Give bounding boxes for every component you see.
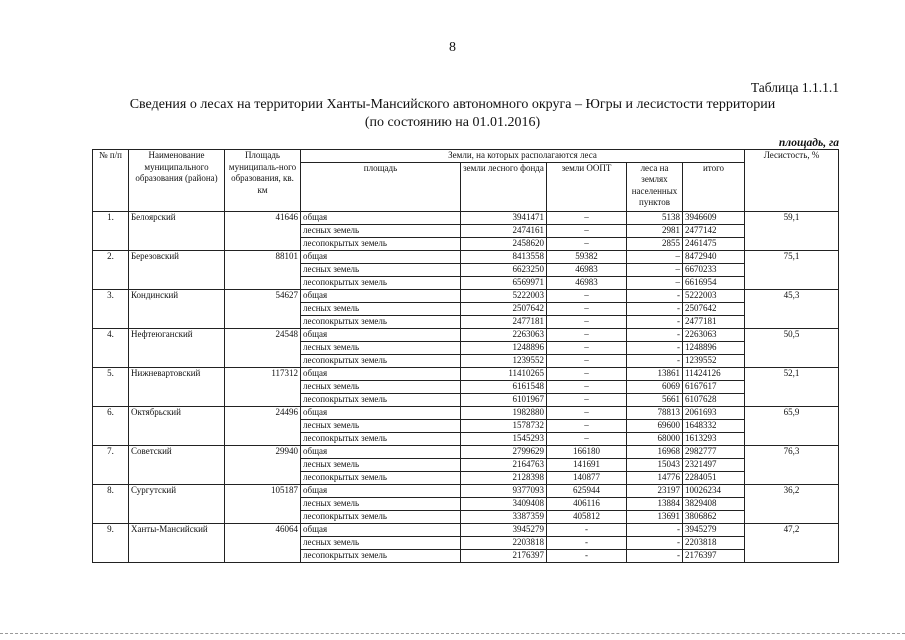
forest-fund-value: 2474161	[461, 224, 547, 237]
forest-fund-value: 1239552	[461, 354, 547, 367]
header-name: Наименование муниципального образования (района)	[129, 150, 225, 212]
oopt-value: –	[547, 380, 627, 393]
forest-fund-value: 1545293	[461, 432, 547, 445]
land-kind: лесных земель	[301, 419, 461, 432]
forest-table	[92, 149, 839, 563]
land-kind: общая	[301, 250, 461, 263]
total-value: 2982777	[683, 445, 745, 458]
total-value: 2263063	[683, 328, 745, 341]
land-kind: общая	[301, 211, 461, 224]
district-area: 41646	[225, 211, 301, 250]
settlement-forest-value: -	[627, 523, 683, 536]
land-kind: общая	[301, 328, 461, 341]
forest-cover-value: 45,3	[745, 289, 839, 328]
table-header	[93, 150, 839, 212]
land-kind: общая	[301, 445, 461, 458]
header-group: Земли, на которых располагаются леса	[301, 150, 745, 163]
table-label: Таблица 1.1.1.1	[750, 80, 839, 95]
settlement-forest-value: -	[627, 536, 683, 549]
oopt-value: –	[547, 224, 627, 237]
land-kind: лесных земель	[301, 302, 461, 315]
header-kind: площадь	[301, 162, 461, 211]
row-number: 5.	[93, 367, 129, 406]
district-area: 54627	[225, 289, 301, 328]
table-body	[93, 211, 839, 562]
table-row	[93, 367, 839, 380]
district-area: 24548	[225, 328, 301, 367]
land-kind: лесопокрытых земель	[301, 510, 461, 523]
row-number: 1.	[93, 211, 129, 250]
forest-fund-value: 2128398	[461, 471, 547, 484]
total-value: 2461475	[683, 237, 745, 250]
settlement-forest-value: -	[627, 289, 683, 302]
forest-fund-value: 2458620	[461, 237, 547, 250]
document-title	[30, 96, 875, 132]
title-line-2: (по состоянию на 01.01.2016)	[364, 115, 541, 130]
row-number: 6.	[93, 406, 129, 445]
total-value: 2477181	[683, 315, 745, 328]
total-value: 8472940	[683, 250, 745, 263]
total-value: 1613293	[683, 432, 745, 445]
forest-fund-value: 9377093	[461, 484, 547, 497]
district-name: Нижневартовский	[129, 367, 225, 406]
total-value: 11424126	[683, 367, 745, 380]
table-row	[93, 328, 839, 341]
settlement-forest-value: 2855	[627, 237, 683, 250]
district-name: Октябрьский	[129, 406, 225, 445]
oopt-value: –	[547, 328, 627, 341]
forest-fund-value: 5222003	[461, 289, 547, 302]
row-number: 4.	[93, 328, 129, 367]
land-kind: лесопокрытых земель	[301, 354, 461, 367]
forest-fund-value: 2176397	[461, 549, 547, 562]
total-value: 3945279	[683, 523, 745, 536]
table-row	[93, 445, 839, 458]
oopt-value: –	[547, 341, 627, 354]
header-total: итого	[683, 162, 745, 211]
land-kind: общая	[301, 406, 461, 419]
total-value: 2477142	[683, 224, 745, 237]
oopt-value: 46983	[547, 276, 627, 289]
row-number: 8.	[93, 484, 129, 523]
unit-label: площадь, га	[778, 137, 839, 149]
total-value: 10026234	[683, 484, 745, 497]
forest-fund-value: 3941471	[461, 211, 547, 224]
land-kind: лесопокрытых земель	[301, 237, 461, 250]
page-number: 8	[449, 40, 456, 55]
land-kind: лесных земель	[301, 263, 461, 276]
district-area: 117312	[225, 367, 301, 406]
forest-fund-value: 2263063	[461, 328, 547, 341]
forest-cover-value: 65,9	[745, 406, 839, 445]
oopt-value: –	[547, 289, 627, 302]
total-value: 2176397	[683, 549, 745, 562]
settlement-forest-value: -	[627, 341, 683, 354]
total-value: 2284051	[683, 471, 745, 484]
oopt-value: –	[547, 315, 627, 328]
total-value: 1648332	[683, 419, 745, 432]
oopt-value: –	[547, 354, 627, 367]
oopt-value: -	[547, 549, 627, 562]
row-number: 7.	[93, 445, 129, 484]
land-kind: общая	[301, 484, 461, 497]
settlement-forest-value: 13691	[627, 510, 683, 523]
forest-fund-value: 6101967	[461, 393, 547, 406]
district-name: Ханты-Мансийский	[129, 523, 225, 562]
oopt-value: 141691	[547, 458, 627, 471]
forest-fund-value: 1578732	[461, 419, 547, 432]
row-number: 2.	[93, 250, 129, 289]
settlement-forest-value: –	[627, 276, 683, 289]
oopt-value: 405812	[547, 510, 627, 523]
oopt-value: –	[547, 367, 627, 380]
district-name: Белоярский	[129, 211, 225, 250]
oopt-value: 625944	[547, 484, 627, 497]
settlement-forest-value: 2981	[627, 224, 683, 237]
district-area: 29940	[225, 445, 301, 484]
forest-fund-value: 6569971	[461, 276, 547, 289]
total-value: 2321497	[683, 458, 745, 471]
district-name: Советский	[129, 445, 225, 484]
forest-cover-value: 59,1	[745, 211, 839, 250]
oopt-value: –	[547, 237, 627, 250]
total-value: 2203818	[683, 536, 745, 549]
forest-fund-value: 3409408	[461, 497, 547, 510]
forest-fund-value: 8413558	[461, 250, 547, 263]
district-name: Нефтеюганский	[129, 328, 225, 367]
settlement-forest-value: 14776	[627, 471, 683, 484]
district-area: 105187	[225, 484, 301, 523]
forest-fund-value: 2507642	[461, 302, 547, 315]
total-value: 1248896	[683, 341, 745, 354]
district-area: 46064	[225, 523, 301, 562]
total-value: 1239552	[683, 354, 745, 367]
land-kind: общая	[301, 523, 461, 536]
settlement-forest-value: 78813	[627, 406, 683, 419]
settlement-forest-value: -	[627, 302, 683, 315]
forest-fund-value: 2164763	[461, 458, 547, 471]
forest-fund-value: 6161548	[461, 380, 547, 393]
title-line-1: Сведения о лесах на территории Ханты-Мансийского автономного округа – Югры и лесистости территории	[129, 97, 776, 112]
total-value: 6167617	[683, 380, 745, 393]
land-kind: общая	[301, 289, 461, 302]
settlement-forest-value: -	[627, 328, 683, 341]
scan-edge-line	[0, 633, 905, 634]
oopt-value: –	[547, 419, 627, 432]
oopt-value: –	[547, 406, 627, 419]
forest-cover-value: 76,3	[745, 445, 839, 484]
settlement-forest-value: -	[627, 315, 683, 328]
land-kind: лесных земель	[301, 458, 461, 471]
oopt-value: –	[547, 211, 627, 224]
table-row	[93, 250, 839, 263]
total-value: 3829408	[683, 497, 745, 510]
land-kind: лесных земель	[301, 536, 461, 549]
land-kind: лесопокрытых земель	[301, 393, 461, 406]
total-value: 6107628	[683, 393, 745, 406]
forest-fund-value: 3387359	[461, 510, 547, 523]
settlement-forest-value: 13884	[627, 497, 683, 510]
land-kind: лесных земель	[301, 380, 461, 393]
table-row	[93, 523, 839, 536]
table-row	[93, 211, 839, 224]
row-number: 3.	[93, 289, 129, 328]
forest-cover-value: 52,1	[745, 367, 839, 406]
district-name: Кондинский	[129, 289, 225, 328]
settlement-forest-value: -	[627, 354, 683, 367]
header-forest-cover: Лесистость, %	[745, 150, 839, 212]
land-kind: лесопокрытых земель	[301, 549, 461, 562]
land-kind: лесопокрытых земель	[301, 315, 461, 328]
land-kind: лесопокрытых земель	[301, 432, 461, 445]
header-settlements: леса на землях населенных пунктов	[627, 162, 683, 211]
oopt-value: 406116	[547, 497, 627, 510]
forest-cover-value: 47,2	[745, 523, 839, 562]
oopt-value: –	[547, 432, 627, 445]
oopt-value: -	[547, 536, 627, 549]
forest-fund-value: 1982880	[461, 406, 547, 419]
settlement-forest-value: 69600	[627, 419, 683, 432]
forest-cover-value: 75,1	[745, 250, 839, 289]
district-name: Сургутский	[129, 484, 225, 523]
table-row	[93, 289, 839, 302]
header-area: Площадь муниципаль-ного образования, кв. км	[225, 150, 301, 212]
total-value: 3806862	[683, 510, 745, 523]
settlement-forest-value: –	[627, 250, 683, 263]
district-area: 24496	[225, 406, 301, 445]
settlement-forest-value: 68000	[627, 432, 683, 445]
settlement-forest-value: 5661	[627, 393, 683, 406]
forest-fund-value: 1248896	[461, 341, 547, 354]
row-number: 9.	[93, 523, 129, 562]
oopt-value: –	[547, 302, 627, 315]
oopt-value: 46983	[547, 263, 627, 276]
total-value: 5222003	[683, 289, 745, 302]
table-row	[93, 484, 839, 497]
land-kind: лесных земель	[301, 341, 461, 354]
oopt-value: 166180	[547, 445, 627, 458]
total-value: 6670233	[683, 263, 745, 276]
land-kind: лесопокрытых земель	[301, 471, 461, 484]
total-value: 2061693	[683, 406, 745, 419]
total-value: 2507642	[683, 302, 745, 315]
forest-fund-value: 2203818	[461, 536, 547, 549]
settlement-forest-value: 13861	[627, 367, 683, 380]
settlement-forest-value: -	[627, 549, 683, 562]
settlement-forest-value: 5138	[627, 211, 683, 224]
total-value: 3946609	[683, 211, 745, 224]
settlement-forest-value: 15043	[627, 458, 683, 471]
forest-fund-value: 11410265	[461, 367, 547, 380]
settlement-forest-value: 16968	[627, 445, 683, 458]
land-kind: лесопокрытых земель	[301, 276, 461, 289]
settlement-forest-value: 6069	[627, 380, 683, 393]
oopt-value: 59382	[547, 250, 627, 263]
forest-cover-value: 36,2	[745, 484, 839, 523]
oopt-value: –	[547, 393, 627, 406]
district-name: Березовский	[129, 250, 225, 289]
oopt-value: 140877	[547, 471, 627, 484]
settlement-forest-value: –	[627, 263, 683, 276]
forest-fund-value: 3945279	[461, 523, 547, 536]
forest-fund-value: 6623250	[461, 263, 547, 276]
land-kind: общая	[301, 367, 461, 380]
settlement-forest-value: 23197	[627, 484, 683, 497]
header-num: № п/п	[93, 150, 129, 212]
header-forest-fund: земли лесного фонда	[461, 162, 547, 211]
forest-fund-value: 2799629	[461, 445, 547, 458]
table-row	[93, 406, 839, 419]
forest-cover-value: 50,5	[745, 328, 839, 367]
header-oopt: земли ООПТ	[547, 162, 627, 211]
land-kind: лесных земель	[301, 497, 461, 510]
forest-fund-value: 2477181	[461, 315, 547, 328]
total-value: 6616954	[683, 276, 745, 289]
oopt-value: -	[547, 523, 627, 536]
district-area: 88101	[225, 250, 301, 289]
land-kind: лесных земель	[301, 224, 461, 237]
